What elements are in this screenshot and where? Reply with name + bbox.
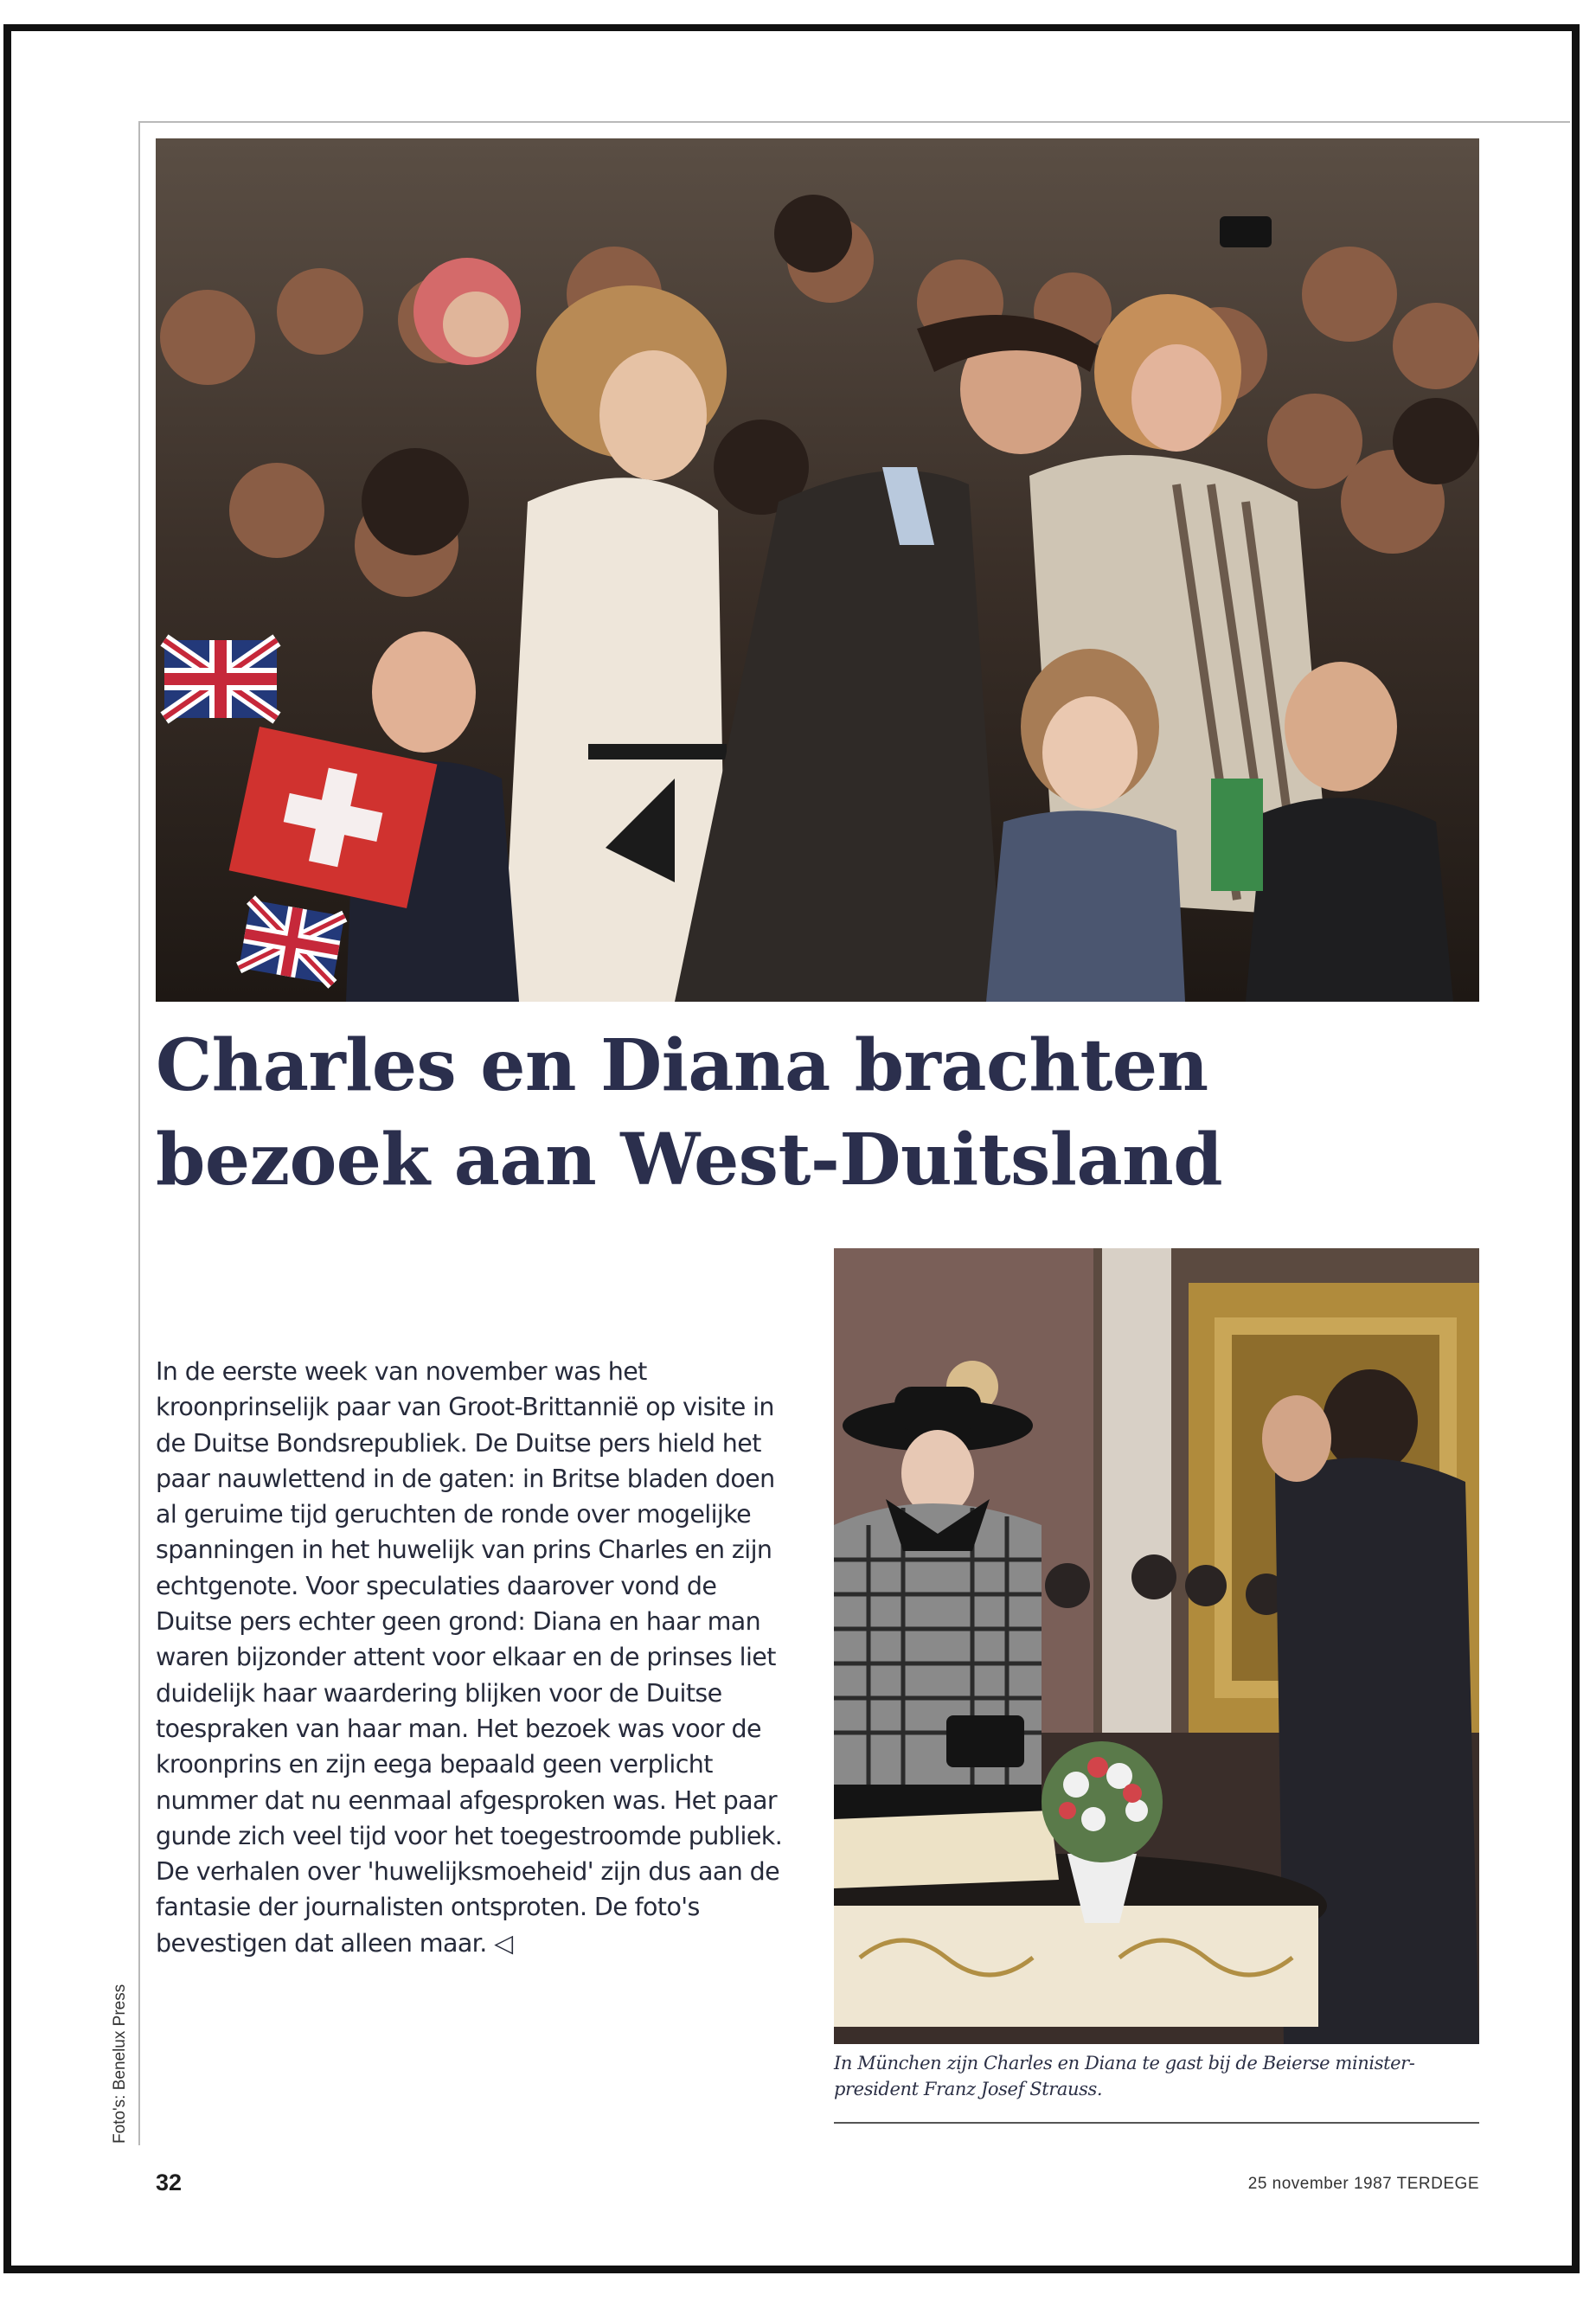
headline-line-2: bezoek aan West-Duitsland bbox=[156, 1118, 1223, 1202]
page-top-rule bbox=[138, 121, 1570, 123]
article-body: In de eerste week van november was het kroonprinselijk paar van Groot-Brittannië op visite in de Duitse Bondsrepubliek. De Duitse pers hield het paar nauwlettend in de gaten: in Britse bladen doen al geruime tijd geruchten de ronde over mogelijke spanningen in het huwelijk van prins Charles en zijn echtgenote. Voor speculaties daarover vond de Duitse pers echter geen grond: Diana en haar man waren bijzonder attent voor elkaar en de prinses liet duidelijk haar waardering blijken voor de Duitse toespraken van haar man. Het bezoek was voor de kroonprins en zijn eega bepaald geen verplicht nummer dat nu eenmaal afgesproken was. Het paar gunde zich veel tijd voor het toegestroomde publiek. De verhalen over 'huwelijksmoeheid' zijn dus aan de fantasie der journalisten ontsproten. De foto's bevestigen dat alleen maar. ◁ bbox=[156, 1357, 783, 1958]
headline-line-1: Charles en Diana brachten bbox=[156, 1024, 1208, 1107]
issue-line: 25 november 1987 TERDEGE bbox=[1247, 2175, 1479, 2193]
guestbook-photo bbox=[834, 1248, 1479, 2044]
crowd-photo bbox=[156, 138, 1479, 1002]
article-headline bbox=[156, 1019, 1505, 1208]
photo-credit: Foto's: Benelux Press bbox=[111, 1984, 129, 2144]
caption-rule bbox=[834, 2122, 1479, 2124]
page-number: 32 bbox=[156, 2170, 183, 2195]
page-left-rule bbox=[138, 121, 140, 2145]
photo-caption: In München zijn Charles en Diana te gast bij de Beierse minister-president Franz Josef Strauss. bbox=[834, 2053, 1415, 2099]
